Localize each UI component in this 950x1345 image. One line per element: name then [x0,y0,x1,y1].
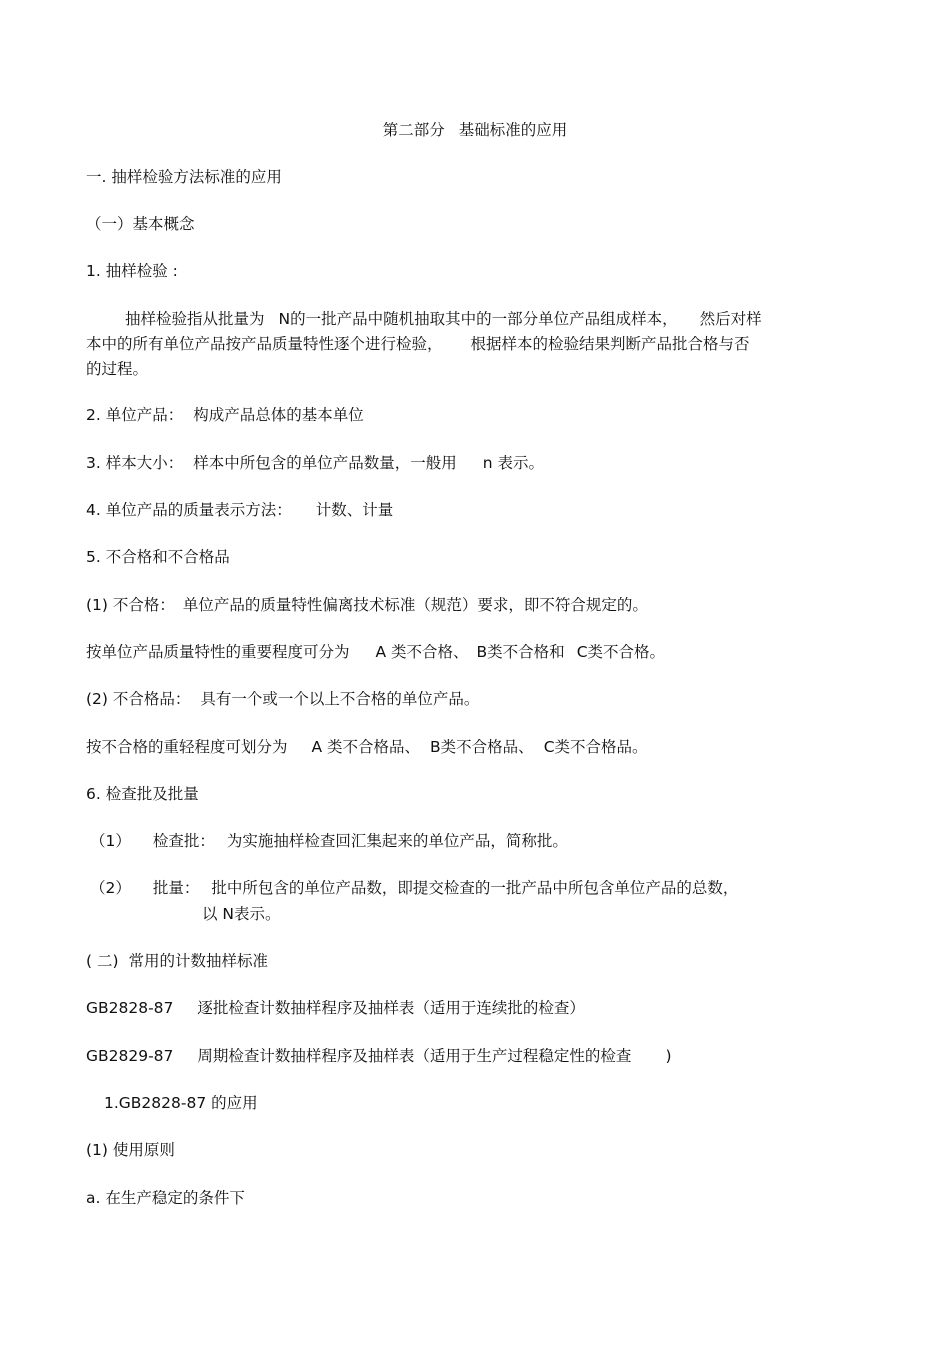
page-title [0,119,950,141]
item-line: (1) 使用原则 [86,1141,175,1159]
subsection-heading: （一）基本概念 [86,215,195,233]
item-line: （2） 批量： 批中所包含的单位产品数，即提交检查的一批产品中所包含单位产品的总数， [90,879,739,897]
item-line: 3. 样本大小： 样本中所包含的单位产品数量，一般用 n 表示。 [86,454,544,472]
item-line: 2. 单位产品： 构成产品总体的基本单位 [86,406,364,424]
section-heading: 一. 抽样检验方法标准的应用 [86,168,282,186]
item-heading: 1.GB2828-87 的应用 [104,1094,258,1112]
paragraph-line: 本中的所有单位产品按产品质量特性逐个进行检验， 根据样本的检验结果判断产品批合格与否 [86,335,750,353]
item-heading: 5. 不合格和不合格品 [86,548,230,566]
item-line: （1） 检查批： 为实施抽样检查回汇集起来的单位产品，简称批。 [90,832,568,850]
item-line: 4. 单位产品的质量表示方法： 计数、计量 [86,501,394,519]
standard-line: GB2829-87 周期检查计数抽样程序及抽样表（适用于生产过程稳定性的检查 ) [86,1047,672,1065]
item-line: (1) 不合格： 单位产品的质量特性偏离技术标准（规范）要求，即不符合规定的。 [86,596,648,614]
paragraph-line: 抽样检验指从批量为 N的一批产品中随机抽取其中的一部分单位产品组成样本， 然后对样 [125,310,762,328]
item-heading: 6. 检查批及批量 [86,785,199,803]
item-line: 以 N表示。 [202,905,281,923]
title-part: 第二部分 [382,121,445,139]
title-main: 基础标准的应用 [458,121,568,139]
paragraph-line: 的过程。 [86,360,149,378]
item-line: 按单位产品质量特性的重要程度可分为 A 类不合格、 B类不合格和 C类不合格。 [86,643,666,661]
item-line: a. 在生产稳定的条件下 [86,1189,245,1207]
subsection-heading: ( 二) 常用的计数抽样标准 [86,952,269,970]
item-heading: 1. 抽样检验 : [86,262,178,280]
standard-line: GB2828-87 逐批检查计数抽样程序及抽样表（适用于连续批的检查） [86,999,585,1017]
item-line: (2) 不合格品： 具有一个或一个以上不合格的单位产品。 [86,690,480,708]
item-line: 按不合格的重轻程度可划分为 A 类不合格品、 B类不合格品、 C类不合格品。 [86,738,648,756]
